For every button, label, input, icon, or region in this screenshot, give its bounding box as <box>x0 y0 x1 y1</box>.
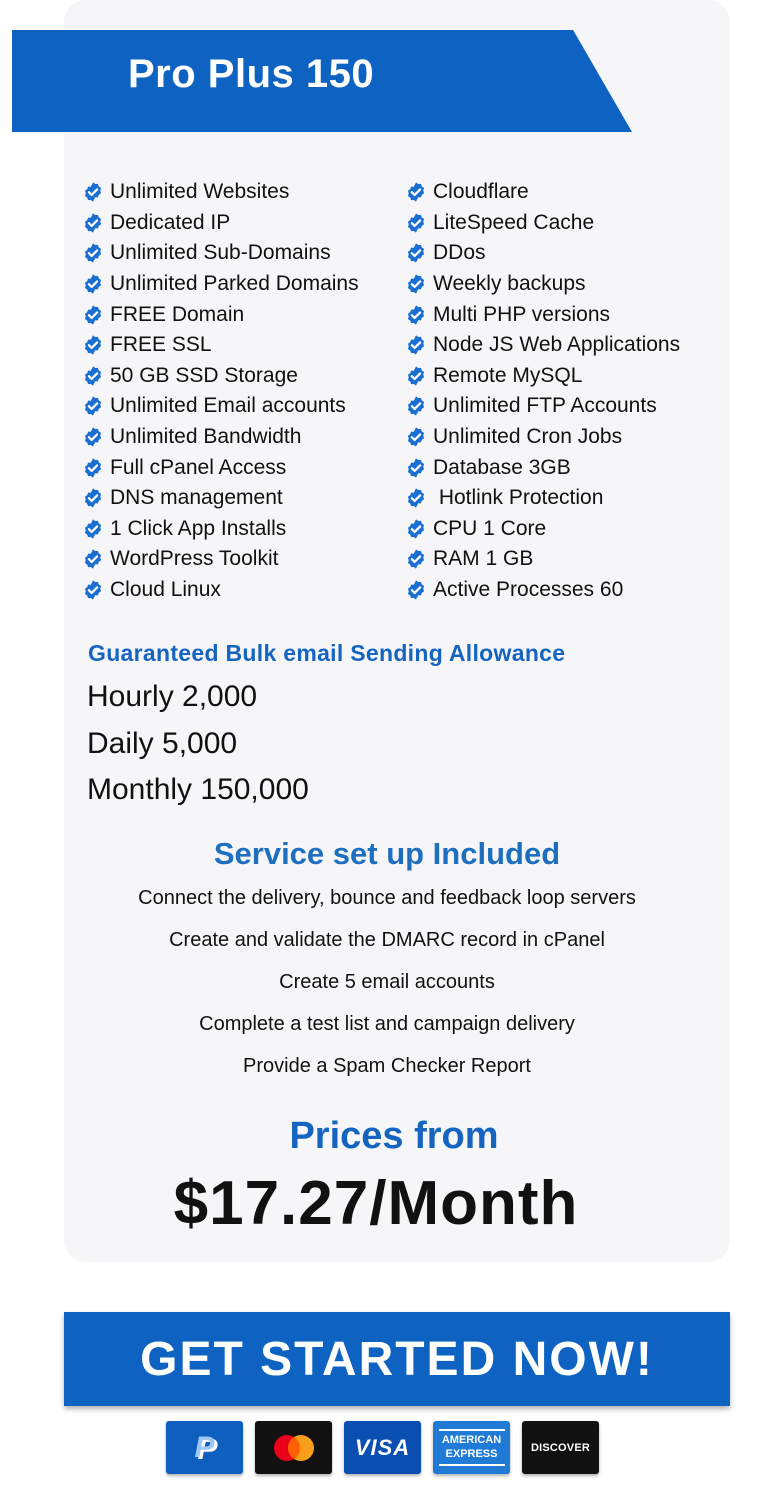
feature-item <box>405 299 680 330</box>
discover-icon <box>522 1421 599 1474</box>
feature-label: LiteSpeed Cache <box>433 210 595 234</box>
feature-label: DDos <box>433 241 486 265</box>
feature-label: Unlimited Sub-Domains <box>110 241 331 265</box>
feature-label: Unlimited Email accounts <box>110 394 346 418</box>
feature-item <box>82 514 359 545</box>
feature-label: Active Processes 60 <box>433 578 624 602</box>
verified-badge-icon <box>405 426 427 448</box>
feature-label: Multi PHP versions <box>433 302 611 326</box>
feature-item <box>82 238 359 269</box>
feature-item <box>82 575 359 606</box>
allowance-hourly: Hourly 2,000 <box>87 680 258 713</box>
feature-label: Weekly backups <box>433 272 586 296</box>
feature-label: Unlimited Bandwidth <box>110 425 302 449</box>
feature-item <box>405 544 680 575</box>
feature-item <box>82 299 359 330</box>
feature-item <box>405 391 680 422</box>
verified-badge-icon <box>82 548 104 570</box>
feature-item <box>405 452 680 483</box>
amex-logo: AMERICAN EXPRESS <box>439 1429 505 1467</box>
allowance-heading: Guaranteed Bulk email Sending Allowance <box>88 640 566 666</box>
feature-item <box>82 361 359 392</box>
visa-logo: VISA <box>354 1434 411 1460</box>
feature-label: 1 Click App Installs <box>110 516 287 540</box>
feature-item <box>82 208 359 239</box>
allowance-daily: Daily 5,000 <box>87 727 238 760</box>
verified-badge-icon <box>82 457 104 479</box>
price-amount: $17.27/Month <box>173 1169 579 1238</box>
feature-label: DNS management <box>110 486 283 510</box>
allowance-monthly: Monthly 150,000 <box>87 773 309 806</box>
verified-badge-icon <box>405 242 427 264</box>
feature-label: CPU 1 Core <box>433 516 547 540</box>
setup-item: Create 5 email accounts <box>279 971 495 993</box>
verified-badge-icon <box>82 426 104 448</box>
feature-label: Cloud Linux <box>110 578 221 602</box>
feature-item <box>405 361 680 392</box>
feature-label: Dedicated IP <box>110 210 231 234</box>
paypal-icon <box>166 1421 243 1474</box>
setup-item: Complete a test list and campaign delivery <box>199 1013 575 1035</box>
verified-badge-icon <box>82 518 104 540</box>
verified-badge-icon <box>405 579 427 601</box>
setup-item: Provide a Spam Checker Report <box>243 1055 531 1077</box>
feature-item <box>82 422 359 453</box>
verified-badge-icon <box>405 487 427 509</box>
discover-logo: DISCOVER <box>530 1441 591 1454</box>
get-started-button[interactable]: GET STARTED NOW! <box>64 1312 730 1406</box>
feature-item <box>82 391 359 422</box>
paypal-logo: P <box>194 1430 215 1464</box>
verified-badge-icon <box>405 304 427 326</box>
feature-item <box>405 177 680 208</box>
verified-badge-icon <box>405 365 427 387</box>
feature-item <box>82 544 359 575</box>
plan-title: Pro Plus 150 <box>128 52 375 96</box>
feature-item <box>405 483 680 514</box>
feature-item <box>405 330 680 361</box>
feature-item <box>405 208 680 239</box>
verified-badge-icon <box>405 181 427 203</box>
feature-item <box>82 330 359 361</box>
mastercard-circles <box>270 1433 318 1463</box>
verified-badge-icon <box>405 548 427 570</box>
prices-from-label: Prices from <box>289 1115 499 1157</box>
visa-icon <box>344 1421 421 1474</box>
verified-badge-icon <box>82 395 104 417</box>
feature-label: Unlimited FTP Accounts <box>433 394 657 418</box>
verified-badge-icon <box>405 518 427 540</box>
feature-item <box>405 514 680 545</box>
setup-heading: Service set up Included <box>213 836 561 871</box>
feature-label: Unlimited Parked Domains <box>110 272 359 296</box>
feature-item <box>82 483 359 514</box>
verified-badge-icon <box>82 212 104 234</box>
feature-item <box>405 269 680 300</box>
feature-label: Full cPanel Access <box>110 455 287 479</box>
feature-item <box>405 422 680 453</box>
verified-badge-icon <box>82 487 104 509</box>
feature-label: Unlimited Cron Jobs <box>433 425 623 449</box>
feature-item <box>82 452 359 483</box>
verified-badge-icon <box>405 273 427 295</box>
verified-badge-icon <box>82 334 104 356</box>
verified-badge-icon <box>82 242 104 264</box>
verified-badge-icon <box>82 181 104 203</box>
setup-item: Create and validate the DMARC record in cPanel <box>169 929 605 951</box>
feature-item <box>405 238 680 269</box>
feature-label: 50 GB SSD Storage <box>110 363 298 387</box>
payment-methods <box>166 1421 599 1474</box>
feature-label: RAM 1 GB <box>433 547 534 571</box>
feature-list-left <box>82 177 359 605</box>
setup-item: Connect the delivery, bounce and feedback loop servers <box>138 887 636 909</box>
feature-label: Hotlink Protection <box>433 486 604 510</box>
feature-label: WordPress Toolkit <box>110 547 279 571</box>
mastercard-icon <box>255 1421 332 1474</box>
feature-label: FREE SSL <box>110 333 212 357</box>
verified-badge-icon <box>405 457 427 479</box>
feature-label: FREE Domain <box>110 302 245 326</box>
feature-list-right <box>405 177 680 605</box>
feature-label: Unlimited Websites <box>110 180 290 204</box>
verified-badge-icon <box>82 304 104 326</box>
verified-badge-icon <box>82 579 104 601</box>
verified-badge-icon <box>405 395 427 417</box>
verified-badge-icon <box>82 273 104 295</box>
feature-label: Remote MySQL <box>433 363 583 387</box>
feature-item <box>82 269 359 300</box>
feature-label: Node JS Web Applications <box>433 333 681 357</box>
feature-item <box>405 575 680 606</box>
feature-label: Database 3GB <box>433 455 571 479</box>
amex-icon <box>433 1421 510 1474</box>
verified-badge-icon <box>405 334 427 356</box>
verified-badge-icon <box>405 212 427 234</box>
feature-label: Cloudflare <box>433 180 529 204</box>
verified-badge-icon <box>82 365 104 387</box>
feature-item <box>82 177 359 208</box>
